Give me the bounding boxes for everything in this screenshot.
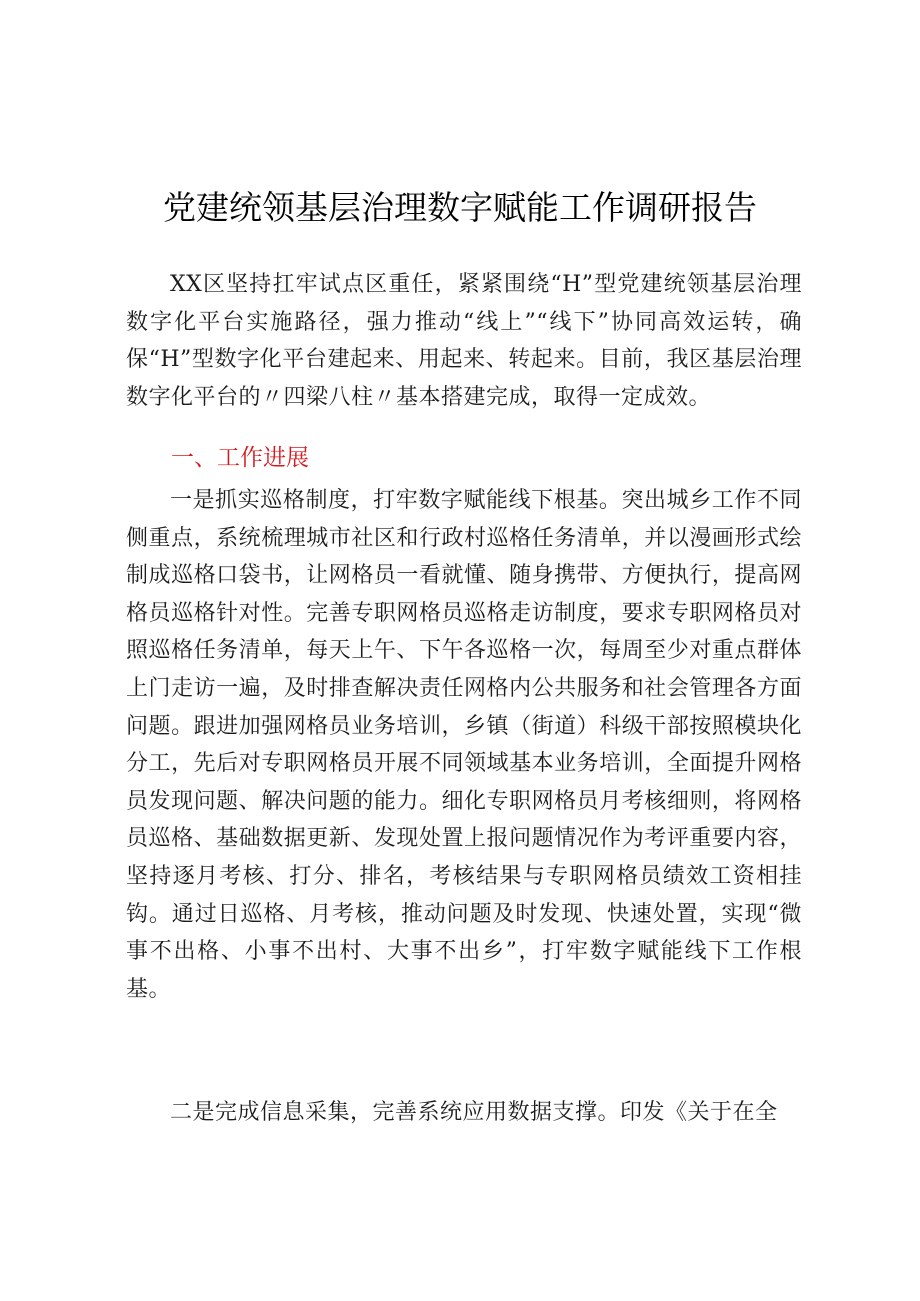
section-heading: 一、工作进展	[171, 445, 309, 471]
document-title: 党建统领基层治理数字赋能工作调研报告	[163, 188, 757, 227]
body-paragraph-1: 一是抓实巡格制度，打牢数字赋能线下根基。突出城乡工作不同侧重点，系统梳理城市社区和行政村巡格任务清单，并以漫画形式绘制成巡格口袋书，让网格员一看就懂、随身携带、方便执行，提高网格员巡格针对性。完善专职网格员巡格走访制度，要求专职网格员对照巡格任务清单，每天上午、下午各巡格一次，每周至少对重点群体上门走访一遍，及时排查解决责任网格内公共服务和社会管理各方面问题。跟进加强网格员业务培训，乡镇（街道）科级干部按照模块化分工，先后对专职网格员开展不同领域基本业务培训，全面提升网格员发现问题、解决问题的能力。细化专职网格员月考核细则，将网格员巡格、基础数据更新、发现处置上报问题情况作为考评重要内容，坚持逐月考核、打分、排名，考核结果与专职网格员绩效工资相挂钩。通过日巡格、月考核，推动问题及时发现、快速处置，实现“微事不出格、小事不出村、大事不出乡”，打牢数字赋能线下工作根基。	[126, 488, 802, 1002]
intro-paragraph: XX区坚持扛牢试点区重任，紧紧围绕“H”型党建统领基层治理数字化平台实施路径，强力推动“线上”“线下”协同高效运转，确保“H”型数字化平台建起来、用起来、转起来。目前，我区基层治理数字化平台的〃四梁八柱〃基本搭建完成，取得一定成效。	[126, 272, 802, 410]
body-paragraph-2: 二是完成信息采集，完善系统应用数据支撑。印发《关于在全	[170, 1100, 778, 1125]
